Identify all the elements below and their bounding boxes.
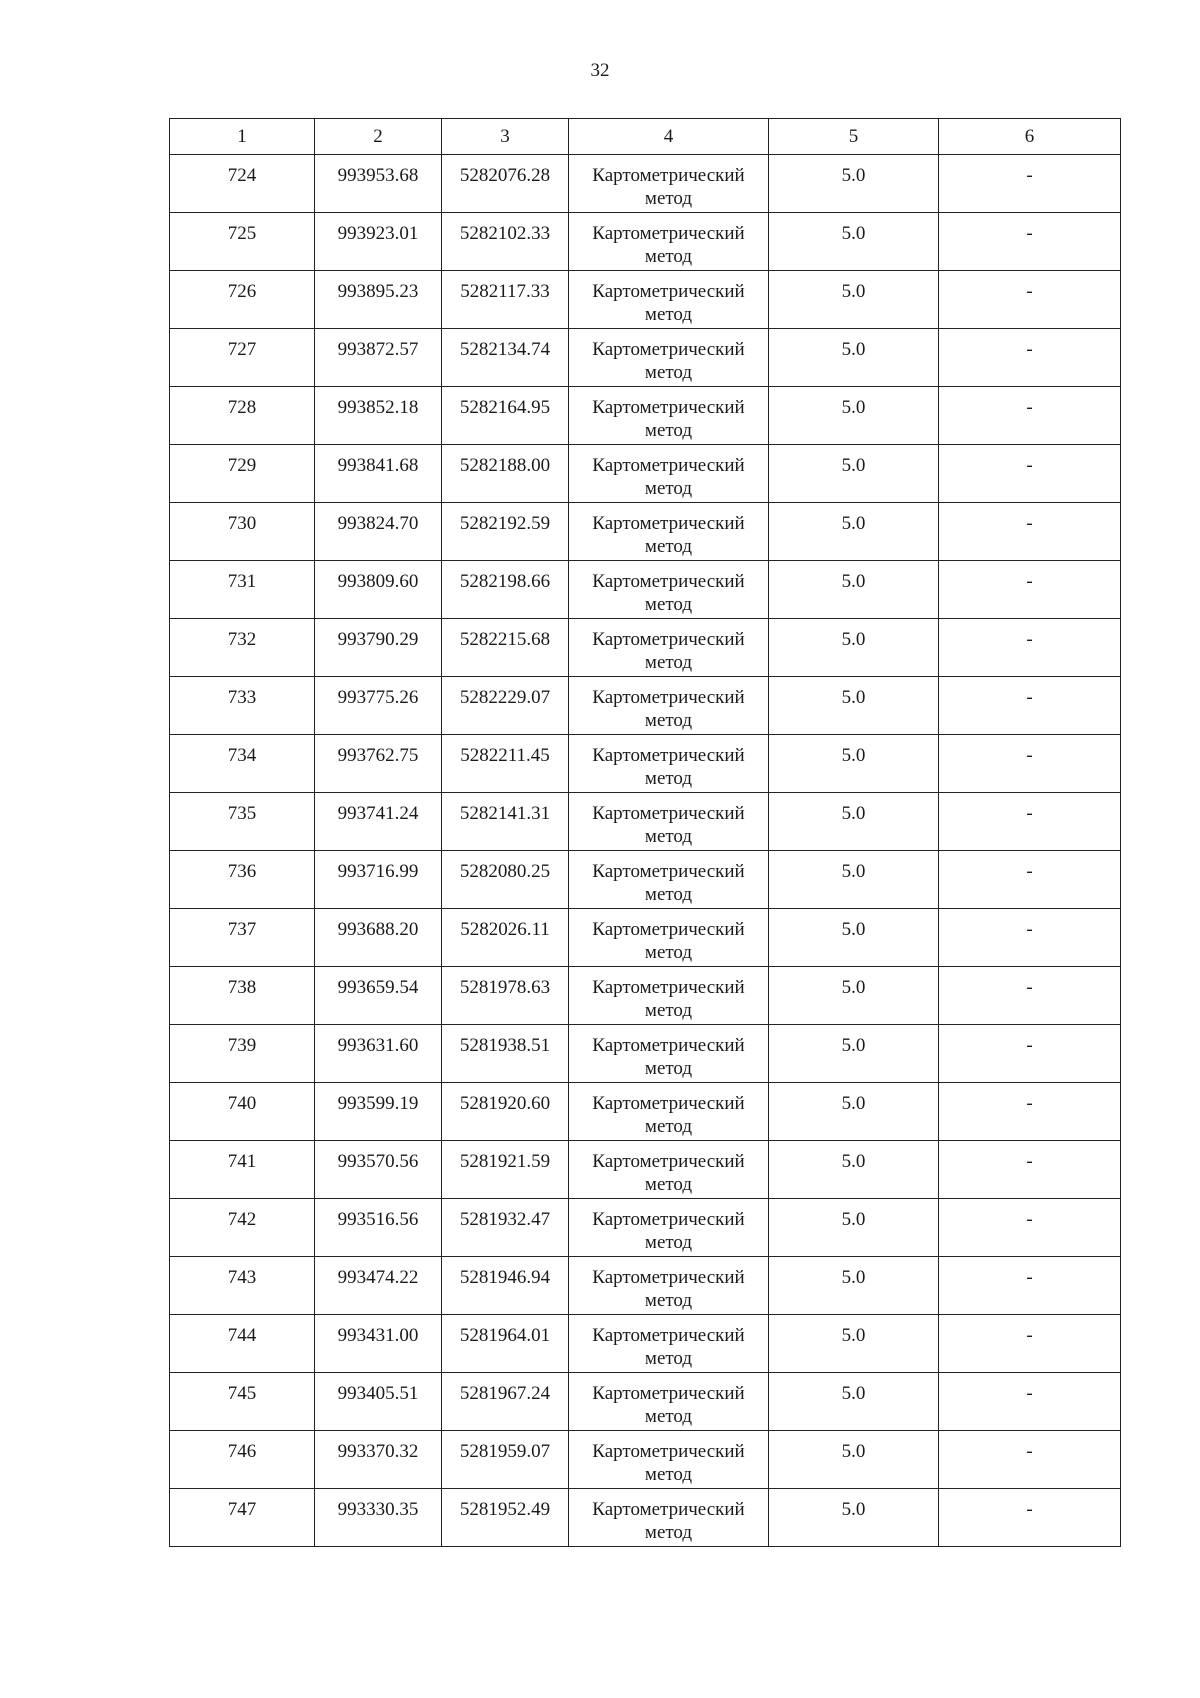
table-row: [170, 967, 1121, 1025]
method-line-1: Картометрический: [592, 1151, 745, 1172]
point-number-cell: 735: [170, 793, 315, 851]
note-cell: -: [939, 1431, 1121, 1489]
method-line-1: Картометрический: [592, 281, 745, 302]
y-coordinate-cell: 5281952.49: [442, 1489, 569, 1547]
table-row: [170, 1199, 1121, 1257]
table-row: [170, 1431, 1121, 1489]
point-number-cell: 727: [170, 329, 315, 387]
table-row: [170, 503, 1121, 561]
note-cell: -: [939, 1489, 1121, 1547]
note-cell: -: [939, 793, 1121, 851]
y-coordinate-cell: 5281967.24: [442, 1373, 569, 1431]
method-cell: [569, 1489, 769, 1547]
accuracy-cell: 5.0: [769, 445, 939, 503]
table-row: [170, 1257, 1121, 1315]
x-coordinate-cell: 993923.01: [315, 213, 442, 271]
note-cell: -: [939, 1199, 1121, 1257]
x-coordinate-cell: 993405.51: [315, 1373, 442, 1431]
note-cell: -: [939, 1373, 1121, 1431]
accuracy-cell: 5.0: [769, 1315, 939, 1373]
method-line-1: Картометрический: [592, 571, 745, 592]
note-cell: -: [939, 445, 1121, 503]
note-cell: -: [939, 735, 1121, 793]
method-cell: [569, 329, 769, 387]
point-number-cell: 725: [170, 213, 315, 271]
y-coordinate-cell: 5282076.28: [442, 155, 569, 213]
x-coordinate-cell: 993516.56: [315, 1199, 442, 1257]
accuracy-cell: 5.0: [769, 793, 939, 851]
note-cell: -: [939, 1025, 1121, 1083]
x-coordinate-cell: 993775.26: [315, 677, 442, 735]
point-number-cell: 729: [170, 445, 315, 503]
column-header-5: 5: [769, 119, 939, 155]
note-cell: -: [939, 561, 1121, 619]
x-coordinate-cell: 993330.35: [315, 1489, 442, 1547]
method-line-2: метод: [644, 1232, 693, 1253]
table-row: [170, 445, 1121, 503]
note-cell: -: [939, 271, 1121, 329]
accuracy-cell: 5.0: [769, 387, 939, 445]
table-row: [170, 1315, 1121, 1373]
method-cell: [569, 271, 769, 329]
accuracy-cell: 5.0: [769, 1257, 939, 1315]
method-cell: [569, 1083, 769, 1141]
point-number-cell: 733: [170, 677, 315, 735]
point-number-cell: 747: [170, 1489, 315, 1547]
table-row: [170, 735, 1121, 793]
point-number-cell: 732: [170, 619, 315, 677]
method-line-1: Картометрический: [592, 919, 745, 940]
table-row: [170, 1025, 1121, 1083]
method-line-1: Картометрический: [592, 861, 745, 882]
accuracy-cell: 5.0: [769, 909, 939, 967]
method-line-1: Картометрический: [592, 1325, 745, 1346]
y-coordinate-cell: 5281938.51: [442, 1025, 569, 1083]
x-coordinate-cell: 993895.23: [315, 271, 442, 329]
column-header-2: 2: [315, 119, 442, 155]
accuracy-cell: 5.0: [769, 503, 939, 561]
method-line-2: метод: [644, 478, 693, 499]
method-line-1: Картометрический: [592, 513, 745, 534]
header-row: [170, 119, 1121, 155]
x-coordinate-cell: 993474.22: [315, 1257, 442, 1315]
accuracy-cell: 5.0: [769, 329, 939, 387]
x-coordinate-cell: 993790.29: [315, 619, 442, 677]
y-coordinate-cell: 5282141.31: [442, 793, 569, 851]
column-header-1: 1: [170, 119, 315, 155]
note-cell: -: [939, 1315, 1121, 1373]
method-line-2: метод: [644, 1522, 693, 1543]
accuracy-cell: 5.0: [769, 1373, 939, 1431]
y-coordinate-cell: 5282026.11: [442, 909, 569, 967]
method-cell: [569, 561, 769, 619]
method-line-2: метод: [644, 594, 693, 615]
point-number-cell: 739: [170, 1025, 315, 1083]
point-number-cell: 737: [170, 909, 315, 967]
table-row: [170, 1083, 1121, 1141]
accuracy-cell: 5.0: [769, 1025, 939, 1083]
y-coordinate-cell: 5281959.07: [442, 1431, 569, 1489]
y-coordinate-cell: 5282229.07: [442, 677, 569, 735]
accuracy-cell: 5.0: [769, 155, 939, 213]
method-line-1: Картометрический: [592, 339, 745, 360]
accuracy-cell: 5.0: [769, 561, 939, 619]
accuracy-cell: 5.0: [769, 1199, 939, 1257]
x-coordinate-cell: 993841.68: [315, 445, 442, 503]
method-line-1: Картометрический: [592, 1383, 745, 1404]
x-coordinate-cell: 993824.70: [315, 503, 442, 561]
table-body: [170, 155, 1121, 1547]
note-cell: -: [939, 213, 1121, 271]
y-coordinate-cell: 5282102.33: [442, 213, 569, 271]
method-cell: [569, 155, 769, 213]
table-row: [170, 387, 1121, 445]
x-coordinate-cell: 993370.32: [315, 1431, 442, 1489]
method-line-2: метод: [644, 826, 693, 847]
method-cell: [569, 1373, 769, 1431]
y-coordinate-cell: 5282198.66: [442, 561, 569, 619]
accuracy-cell: 5.0: [769, 967, 939, 1025]
method-line-2: метод: [644, 1406, 693, 1427]
x-coordinate-cell: 993570.56: [315, 1141, 442, 1199]
column-header-4: 4: [569, 119, 769, 155]
point-number-cell: 743: [170, 1257, 315, 1315]
method-line-2: метод: [644, 942, 693, 963]
x-coordinate-cell: 993431.00: [315, 1315, 442, 1373]
method-cell: [569, 1315, 769, 1373]
method-line-1: Картометрический: [592, 1035, 745, 1056]
table-row: [170, 213, 1121, 271]
y-coordinate-cell: 5282134.74: [442, 329, 569, 387]
y-coordinate-cell: 5282164.95: [442, 387, 569, 445]
method-cell: [569, 1025, 769, 1083]
y-coordinate-cell: 5281964.01: [442, 1315, 569, 1373]
point-number-cell: 746: [170, 1431, 315, 1489]
method-line-2: метод: [644, 652, 693, 673]
x-coordinate-cell: 993872.57: [315, 329, 442, 387]
method-line-1: Картометрический: [592, 977, 745, 998]
y-coordinate-cell: 5282192.59: [442, 503, 569, 561]
page-number: 32: [590, 60, 610, 81]
y-coordinate-cell: 5282215.68: [442, 619, 569, 677]
method-line-2: метод: [644, 1000, 693, 1021]
method-line-1: Картометрический: [592, 455, 745, 476]
table-row: [170, 561, 1121, 619]
method-line-2: метод: [644, 188, 693, 209]
point-number-cell: 745: [170, 1373, 315, 1431]
note-cell: -: [939, 1083, 1121, 1141]
method-line-1: Картометрический: [592, 165, 745, 186]
method-line-2: метод: [644, 768, 693, 789]
table-row: [170, 1373, 1121, 1431]
note-cell: -: [939, 1257, 1121, 1315]
x-coordinate-cell: 993852.18: [315, 387, 442, 445]
y-coordinate-cell: 5281946.94: [442, 1257, 569, 1315]
table-row: [170, 329, 1121, 387]
point-number-cell: 736: [170, 851, 315, 909]
x-coordinate-cell: 993953.68: [315, 155, 442, 213]
method-line-2: метод: [644, 710, 693, 731]
x-coordinate-cell: 993688.20: [315, 909, 442, 967]
note-cell: -: [939, 909, 1121, 967]
column-header-3: 3: [442, 119, 569, 155]
method-line-1: Картометрический: [592, 1093, 745, 1114]
x-coordinate-cell: 993809.60: [315, 561, 442, 619]
point-number-cell: 741: [170, 1141, 315, 1199]
column-header-6: 6: [939, 119, 1121, 155]
note-cell: -: [939, 155, 1121, 213]
note-cell: -: [939, 967, 1121, 1025]
table-header: [170, 119, 1121, 155]
method-cell: [569, 851, 769, 909]
accuracy-cell: 5.0: [769, 677, 939, 735]
coordinates-table: [169, 118, 1121, 1547]
table-row: [170, 271, 1121, 329]
method-line-1: Картометрический: [592, 745, 745, 766]
accuracy-cell: 5.0: [769, 735, 939, 793]
x-coordinate-cell: 993599.19: [315, 1083, 442, 1141]
accuracy-cell: 5.0: [769, 1489, 939, 1547]
point-number-cell: 728: [170, 387, 315, 445]
method-line-2: метод: [644, 1348, 693, 1369]
table-row: [170, 909, 1121, 967]
point-number-cell: 726: [170, 271, 315, 329]
point-number-cell: 742: [170, 1199, 315, 1257]
method-line-1: Картометрический: [592, 1267, 745, 1288]
method-cell: [569, 1257, 769, 1315]
method-cell: [569, 619, 769, 677]
method-cell: [569, 1199, 769, 1257]
method-line-2: метод: [644, 536, 693, 557]
method-cell: [569, 1431, 769, 1489]
note-cell: -: [939, 851, 1121, 909]
point-number-cell: 734: [170, 735, 315, 793]
method-cell: [569, 387, 769, 445]
method-line-2: метод: [644, 1464, 693, 1485]
y-coordinate-cell: 5281920.60: [442, 1083, 569, 1141]
x-coordinate-cell: 993659.54: [315, 967, 442, 1025]
note-cell: -: [939, 503, 1121, 561]
point-number-cell: 744: [170, 1315, 315, 1373]
method-cell: [569, 1141, 769, 1199]
table-row: [170, 677, 1121, 735]
method-line-2: метод: [644, 1116, 693, 1137]
method-cell: [569, 677, 769, 735]
method-line-1: Картометрический: [592, 1209, 745, 1230]
y-coordinate-cell: 5281921.59: [442, 1141, 569, 1199]
method-cell: [569, 793, 769, 851]
method-line-2: метод: [644, 304, 693, 325]
method-line-2: метод: [644, 1174, 693, 1195]
accuracy-cell: 5.0: [769, 1083, 939, 1141]
x-coordinate-cell: 993716.99: [315, 851, 442, 909]
point-number-cell: 730: [170, 503, 315, 561]
y-coordinate-cell: 5281978.63: [442, 967, 569, 1025]
table-row: [170, 1141, 1121, 1199]
x-coordinate-cell: 993741.24: [315, 793, 442, 851]
accuracy-cell: 5.0: [769, 1141, 939, 1199]
table-row: [170, 155, 1121, 213]
table-row: [170, 1489, 1121, 1547]
method-cell: [569, 445, 769, 503]
accuracy-cell: 5.0: [769, 851, 939, 909]
point-number-cell: 738: [170, 967, 315, 1025]
method-line-2: метод: [644, 884, 693, 905]
table-row: [170, 619, 1121, 677]
note-cell: -: [939, 329, 1121, 387]
method-line-1: Картометрический: [592, 687, 745, 708]
method-cell: [569, 909, 769, 967]
point-number-cell: 724: [170, 155, 315, 213]
y-coordinate-cell: 5282117.33: [442, 271, 569, 329]
point-number-cell: 731: [170, 561, 315, 619]
method-line-1: Картометрический: [592, 803, 745, 824]
note-cell: -: [939, 619, 1121, 677]
method-line-2: метод: [644, 420, 693, 441]
method-cell: [569, 735, 769, 793]
method-line-1: Картометрический: [592, 1499, 745, 1520]
accuracy-cell: 5.0: [769, 1431, 939, 1489]
accuracy-cell: 5.0: [769, 619, 939, 677]
method-line-1: Картометрический: [592, 1441, 745, 1462]
note-cell: -: [939, 387, 1121, 445]
point-number-cell: 740: [170, 1083, 315, 1141]
y-coordinate-cell: 5281932.47: [442, 1199, 569, 1257]
method-line-1: Картометрический: [592, 223, 745, 244]
method-cell: [569, 213, 769, 271]
method-cell: [569, 967, 769, 1025]
y-coordinate-cell: 5282080.25: [442, 851, 569, 909]
note-cell: -: [939, 1141, 1121, 1199]
method-line-2: метод: [644, 246, 693, 267]
x-coordinate-cell: 993762.75: [315, 735, 442, 793]
table-row: [170, 851, 1121, 909]
accuracy-cell: 5.0: [769, 271, 939, 329]
method-cell: [569, 503, 769, 561]
x-coordinate-cell: 993631.60: [315, 1025, 442, 1083]
method-line-2: метод: [644, 1290, 693, 1311]
accuracy-cell: 5.0: [769, 213, 939, 271]
y-coordinate-cell: 5282188.00: [442, 445, 569, 503]
note-cell: -: [939, 677, 1121, 735]
method-line-1: Картометрический: [592, 397, 745, 418]
method-line-1: Картометрический: [592, 629, 745, 650]
method-line-2: метод: [644, 362, 693, 383]
method-line-2: метод: [644, 1058, 693, 1079]
y-coordinate-cell: 5282211.45: [442, 735, 569, 793]
table-row: [170, 793, 1121, 851]
